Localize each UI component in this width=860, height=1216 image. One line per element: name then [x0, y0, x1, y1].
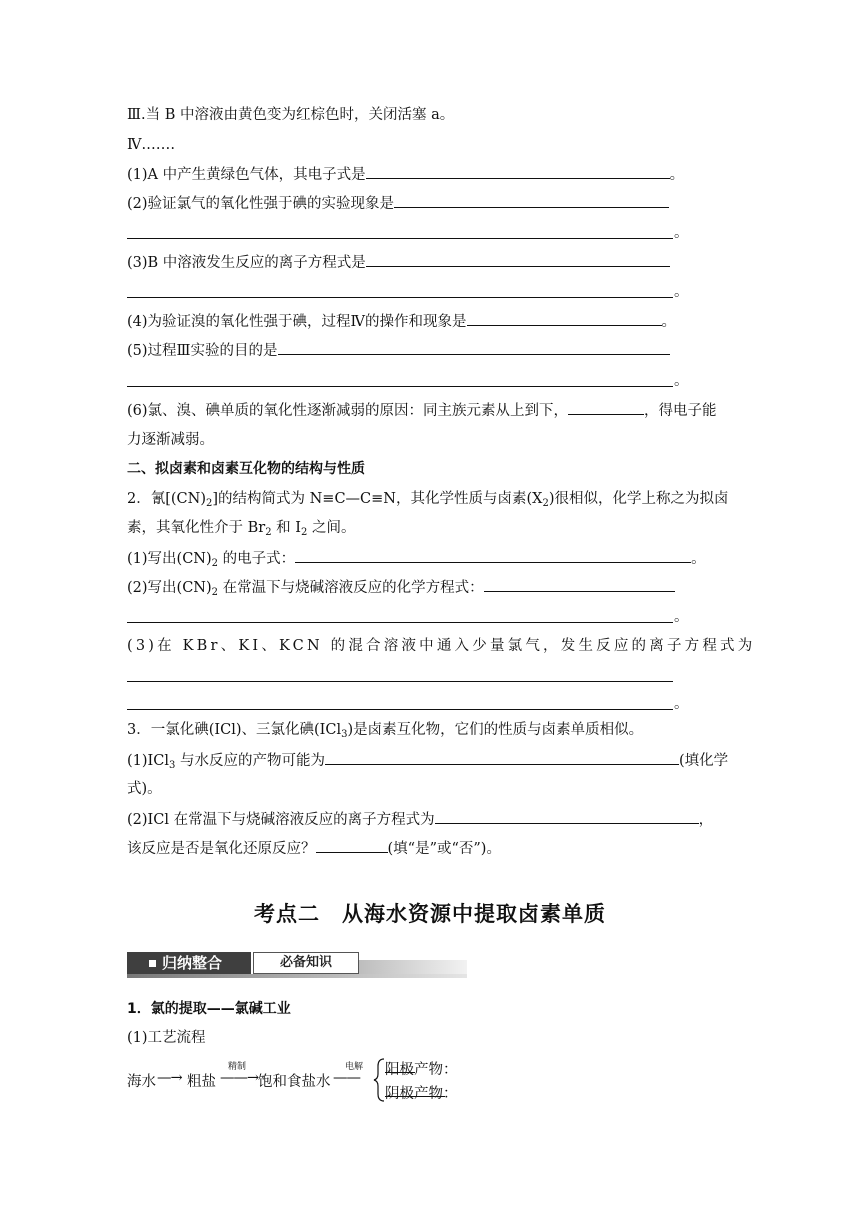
- flow-arrow: —→: [157, 1070, 182, 1086]
- brace-icon: [372, 1058, 386, 1102]
- flow-crude-salt: 粗盐: [187, 1074, 216, 1090]
- answer-blank[interactable]: [316, 838, 388, 853]
- flow-brine: 饱和食盐水: [258, 1074, 331, 1090]
- problem-2-stem-cont: 素，其氧化性介于 $Br_2$ 和 $I_2$ 之间。: [127, 520, 356, 538]
- knowledge-heading-1: 1．氯的提取——氯碱工业: [127, 1001, 291, 1017]
- question-3: (3)B 中溶液发生反应的离子方程式是: [127, 252, 670, 273]
- answer-blank[interactable]: [295, 548, 691, 563]
- answer-blank[interactable]: [435, 809, 699, 824]
- question-2: (2)验证氯气的氧化性强于碘的实验现象是: [127, 193, 669, 214]
- process-flow: 海水 —→ 粗盐 精制 ——→ 饱和食盐水 电解 —— 阳极产物： 阴极产物：: [127, 1056, 547, 1106]
- knowledge-subheading: (1)工艺流程: [127, 1030, 206, 1046]
- step-iv: Ⅳ.……: [127, 137, 176, 153]
- step-iii: Ⅲ.当 B 中溶液由黄色变为红棕色时，关闭活塞 a。: [127, 107, 455, 123]
- problem-2-q1: (1)写出$(CN)_2$ 的电子式： 。: [127, 548, 706, 574]
- question-1: (1)A 中产生黄绿色气体，其电子式是 。: [127, 164, 684, 185]
- answer-blank-line[interactable]: [127, 622, 673, 623]
- section-heading-2: 二、拟卤素和卤素互化物的结构与性质: [127, 461, 365, 477]
- question-4: (4)为验证溴的氧化性强于碘，过程Ⅳ的操作和现象是 。: [127, 311, 676, 332]
- answer-blank[interactable]: [394, 193, 669, 208]
- answer-blank[interactable]: [385, 1058, 415, 1073]
- banner-underline: [127, 974, 467, 978]
- answer-blank[interactable]: [568, 400, 644, 415]
- answer-blank[interactable]: [366, 252, 670, 267]
- question-6: (6)氯、溴、碘单质的氧化性逐渐减弱的原因：同主族元素从上到下， ，得电子能: [127, 400, 717, 421]
- section-banner: [127, 950, 467, 978]
- question-6-cont: 力逐渐减弱。: [127, 432, 214, 448]
- problem-3-q1: (1)ICl$_3$ 与水反应的产物可能为 (填化学: [127, 750, 728, 776]
- answer-blank[interactable]: [385, 1082, 445, 1097]
- banner-decoration: [359, 960, 467, 974]
- document-page: Ⅲ.当 B 中溶液由黄色变为红棕色时，关闭活塞 a。 Ⅳ.…… (1)A 中产生黄绿色气体，其电子式是 。 (2)验证氯气的氧化性强于碘的实验现象是 。 (3)B 中溶液发生反应的离子方程式是 。 (4)为验证溴的氧化性强于碘，过程Ⅳ的操作和现象是 。 (5)过程Ⅲ实验的目的是 。 (6)氯、溴、碘单质的氧化性逐渐减弱的原因：同主族元素从上到下， ，得电子能 力逐渐减弱。 二、拟卤素和卤素互化物的结构与性质 2．氰$[(CN)_2]$的结构简式为 N≡C—C≡N，其化学性质与卤素$(X_2)$很相似，化学上称之为拟卤 素，其氧化性介于 $Br_2$ 和 $I_2$ 之间。 (1)写出$(CN)_2$ 的电子式： 。 (2)写出$(CN)_2$ 在常温下与烧碱溶液反应的化学方程式： 。 (3)在 KBr、KI、KCN 的混合溶液中通入少量氯气，发生反应的离子方程式为 。 3．一氯化碘(ICl)、三氯化碘(ICl$_3$)是卤素互化物，它们的性质与卤素单质相似。 (1)ICl$_3$ 与水反应的产物可能为 (填化学 式)。 (2)ICl 在常温下与烧碱溶液反应的离子方程式为 ， 该反应是否是氧化还原反应？ (填“是”或“否”)。 考点二 从海水资源中提取卤素单质 归纳整合 必备知识 1．氯的提取——氯碱工业 (1)工艺流程 海水 —→ 粗盐 精制 ——→ 饱和食盐水 电解 —— 阳极产物： 阴极产物：: [0, 0, 860, 1216]
- answer-blank-line[interactable]: [127, 297, 673, 298]
- banner-left: 归纳整合: [127, 952, 251, 974]
- flow-arrow: ——→: [220, 1070, 259, 1086]
- problem-3-q2: (2)ICl 在常温下与烧碱溶液反应的离子方程式为 ，: [127, 809, 713, 830]
- problem-3-q1-cont: 式)。: [127, 781, 162, 797]
- square-icon: [149, 960, 156, 967]
- question-5: (5)过程Ⅲ实验的目的是: [127, 340, 670, 361]
- problem-2-stem: 2．氰$[(CN)_2]$的结构简式为 N≡C—C≡N，其化学性质与卤素$(X_2)$很相似，化学上称之为拟卤: [127, 491, 729, 509]
- problem-3-stem: 3．一氯化碘(ICl)、三氯化碘(ICl$_3$)是卤素互化物，它们的性质与卤素单质相似。: [127, 722, 644, 740]
- problem-3-q2-cont: 该反应是否是氧化还原反应？ (填“是”或“否”)。: [127, 838, 501, 859]
- answer-blank[interactable]: [484, 577, 675, 592]
- section-title: 考点二 从海水资源中提取卤素单质: [254, 902, 606, 926]
- answer-blank-line[interactable]: [127, 386, 673, 387]
- answer-blank[interactable]: [366, 164, 670, 179]
- answer-blank-line[interactable]: [127, 238, 673, 239]
- answer-blank[interactable]: [325, 750, 679, 765]
- answer-blank-line[interactable]: [127, 709, 673, 710]
- flow-seawater: 海水: [127, 1074, 156, 1090]
- flow-electrolysis-label: 电解: [345, 1062, 364, 1072]
- answer-blank[interactable]: [278, 340, 670, 355]
- answer-blank-line[interactable]: [127, 681, 673, 682]
- flow-arrow: ——: [333, 1070, 360, 1086]
- problem-2-q2: (2)写出$(CN)_2$ 在常温下与烧碱溶液反应的化学方程式：: [127, 577, 675, 603]
- flow-refine-label: 精制: [228, 1062, 247, 1072]
- banner-right: 必备知识: [253, 952, 359, 974]
- problem-2-q3: (3)在 KBr、KI、KCN 的混合溶液中通入少量氯气，发生反应的离子方程式为: [127, 638, 756, 654]
- answer-blank[interactable]: [467, 311, 662, 326]
